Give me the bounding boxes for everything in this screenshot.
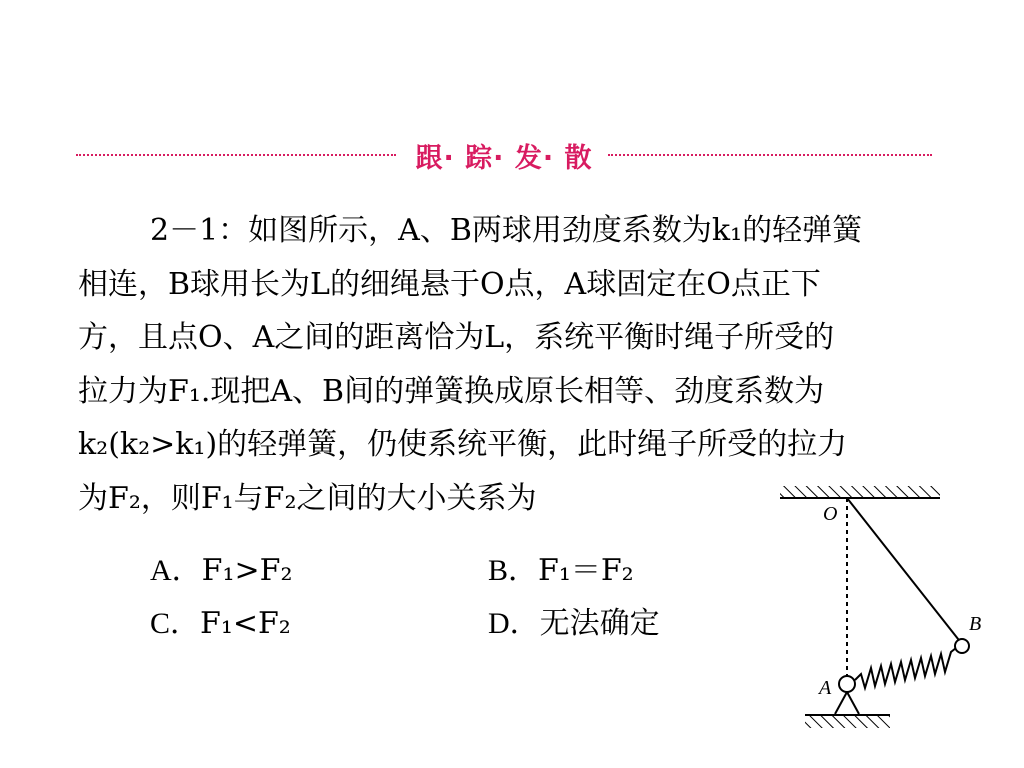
support-right-leg — [847, 692, 859, 714]
problem-line-3: 方，且点O、A之间的距离恰为L，系统平衡时绳子所受的 — [78, 320, 835, 355]
option-d[interactable]: D．无法确定 — [488, 606, 660, 641]
option-b[interactable]: B．F₁＝F₂ — [488, 553, 634, 588]
ball-b — [955, 639, 969, 653]
problem-line-1: 2－1：如图所示，A、B两球用劲度系数为k₁的轻弹簧 — [150, 213, 863, 248]
label-b: B — [969, 613, 982, 635]
option-a[interactable]: A．F₁>F₂ — [150, 553, 293, 588]
ball-a — [839, 676, 855, 692]
problem-line-4: 拉力为F₁.现把A、B间的弹簧换成原长相等、劲度系数为 — [78, 373, 825, 409]
physics-diagram — [775, 478, 982, 738]
left-dotted-rule — [76, 154, 396, 156]
label-o: O — [823, 503, 838, 525]
problem-line-6: 为F₂，则F₁与F₂之间的大小关系为 — [78, 480, 537, 516]
section-header — [76, 138, 932, 172]
spring — [855, 648, 956, 688]
floor-hatch — [805, 716, 890, 728]
rope — [847, 498, 962, 644]
section-title: 跟· 踪· 发· 散 — [415, 143, 593, 174]
ceiling-hatch — [780, 486, 940, 498]
support-left-leg — [835, 692, 847, 714]
right-dotted-rule — [608, 154, 932, 156]
problem-line-2: 相连，B球用长为L的细绳悬于O点，A球固定在O点正下 — [78, 266, 821, 302]
problem-line-5: k₂(k₂>k₁)的轻弹簧，仍使系统平衡，此时绳子所受的拉力 — [78, 427, 848, 462]
option-c[interactable]: C．F₁<F₂ — [150, 606, 291, 641]
label-a: A — [819, 677, 832, 699]
problem-text — [78, 204, 943, 525]
